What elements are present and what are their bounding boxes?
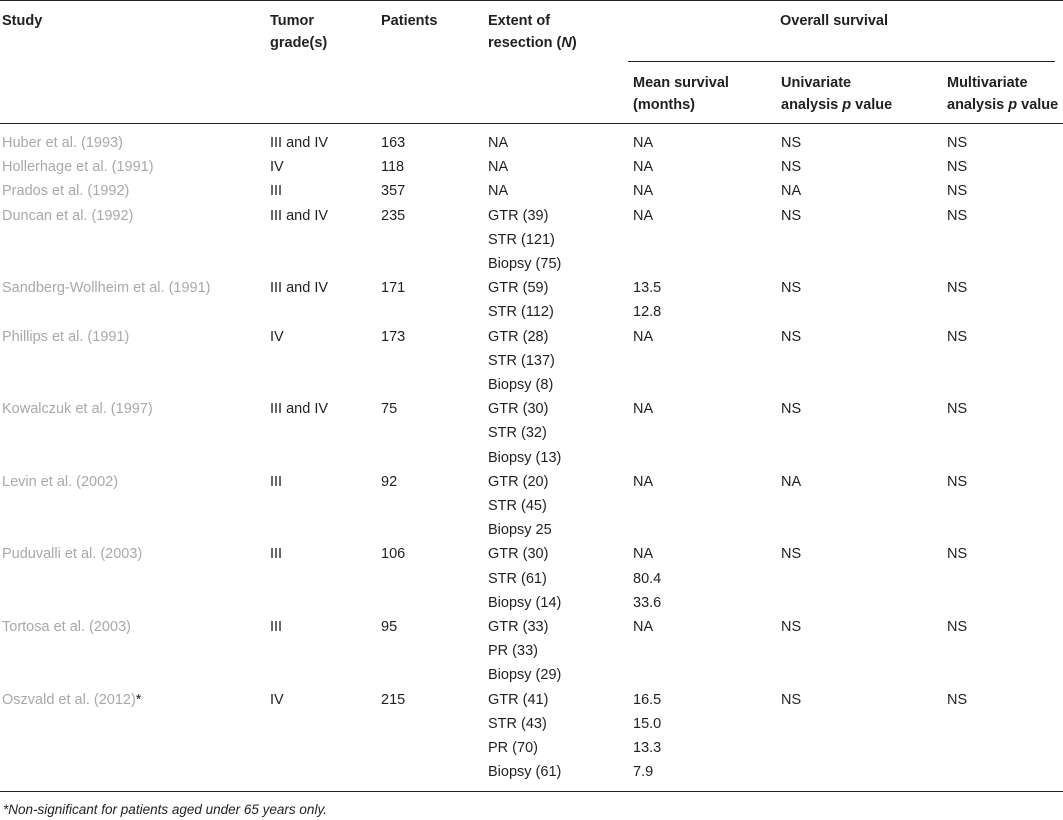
mean-survival-cell <box>633 179 653 203</box>
table-row <box>0 179 1063 203</box>
table-row <box>0 470 1063 543</box>
mean-survival-cell-line: NA <box>633 618 654 635</box>
study-cell <box>2 276 210 300</box>
multivariate-cell: NS <box>947 183 968 200</box>
extent-cell <box>488 325 555 398</box>
header-tumor-grade: Tumor grade(s) <box>270 13 328 51</box>
mean-survival-cell-line: 12.8 <box>633 304 662 321</box>
study-cell <box>2 615 131 639</box>
extent-cell-line: GTR (30) <box>488 546 549 563</box>
mean-survival-cell-line: NA <box>633 546 654 563</box>
table-row <box>0 542 1063 615</box>
table-row <box>0 155 1063 179</box>
extent-cell-line: STR (43) <box>488 715 547 732</box>
extent-cell-line: STR (137) <box>488 352 555 369</box>
mean-survival-cell-line: NA <box>633 473 654 490</box>
tumor-grade-cell: III <box>270 546 283 563</box>
patients-cell: 75 <box>381 401 398 418</box>
study-name: Prados et al. (1992) <box>2 183 130 200</box>
extent-cell-line: STR (45) <box>488 497 547 514</box>
mean-survival-cell-line: NA <box>633 401 654 418</box>
tumor-grade-cell: III and IV <box>270 207 329 224</box>
tumor-grade-cell: III and IV <box>270 401 329 418</box>
study-name: Duncan et al. (1992) <box>2 207 134 224</box>
mean-survival-cell <box>633 155 653 179</box>
mean-survival-cell-line: 80.4 <box>633 570 662 587</box>
multivariate-cell: NS <box>947 546 968 563</box>
mean-survival-cell-line: 16.5 <box>633 691 662 708</box>
header-patients: Patients <box>381 13 438 29</box>
extent-cell <box>488 542 561 615</box>
table-row <box>0 688 1063 785</box>
extent-cell-line: NA <box>488 135 509 151</box>
study-cell <box>2 542 142 566</box>
mean-survival-cell-line: NA <box>633 135 654 151</box>
mean-survival-cell <box>633 131 653 155</box>
extent-cell-line: Biopsy (14) <box>488 594 562 611</box>
univariate-cell: NA <box>781 183 802 200</box>
extent-cell-line: Biopsy (13) <box>488 449 562 466</box>
extent-cell <box>488 179 508 203</box>
table-row <box>0 325 1063 398</box>
mean-survival-cell-line: 33.6 <box>633 594 662 611</box>
patients-cell: 173 <box>381 328 406 345</box>
extent-cell-line: GTR (28) <box>488 328 549 345</box>
tumor-grade-cell: III and IV <box>270 135 329 151</box>
overall-survival-rule <box>628 61 1055 62</box>
footnote-marker: * <box>135 691 142 708</box>
extent-cell-line: Biopsy (8) <box>488 376 554 393</box>
multivariate-cell: NS <box>947 280 968 297</box>
mean-survival-cell-line: NA <box>633 183 654 200</box>
univariate-cell: NS <box>781 328 802 345</box>
patients-cell: 215 <box>381 691 406 708</box>
patients-cell: 118 <box>381 159 405 176</box>
mean-survival-cell <box>633 688 661 785</box>
extent-cell-line: GTR (39) <box>488 207 549 224</box>
study-cell <box>2 155 154 179</box>
extent-cell-line: STR (32) <box>488 425 547 442</box>
multivariate-cell: NS <box>947 401 968 418</box>
extent-cell-line: NA <box>488 159 509 176</box>
extent-cell-line: GTR (41) <box>488 691 549 708</box>
study-name: Phillips et al. (1991) <box>2 328 130 345</box>
univariate-cell: NS <box>781 401 802 418</box>
extent-cell-line: PR (33) <box>488 643 538 660</box>
study-name: Tortosa et al. (2003) <box>2 618 131 635</box>
study-cell <box>2 397 153 421</box>
patients-cell: 95 <box>381 618 398 635</box>
extent-cell-line: STR (121) <box>488 231 555 248</box>
study-cell <box>2 204 133 228</box>
study-name: Sandberg-Wollheim et al. (1991) <box>2 280 211 297</box>
extent-cell-line: STR (112) <box>488 304 554 321</box>
tumor-grade-cell: IV <box>270 328 284 345</box>
extent-cell <box>488 688 561 785</box>
extent-cell-line: NA <box>488 183 509 200</box>
multivariate-cell: NS <box>947 159 968 176</box>
extent-cell-line: GTR (30) <box>488 401 549 418</box>
study-name: Kowalczuk et al. (1997) <box>2 401 153 418</box>
header-multivariate: Multivariate analysis p value <box>947 75 1059 113</box>
mean-survival-cell-line: NA <box>633 159 654 176</box>
extent-cell <box>488 397 561 470</box>
mean-survival-cell-line: 15.0 <box>633 715 662 732</box>
extent-cell <box>488 131 508 155</box>
extent-cell <box>488 615 561 688</box>
header-mean-survival: Mean survival (months) <box>633 75 729 113</box>
extent-cell-line: PR (70) <box>488 739 538 756</box>
table-row <box>0 615 1063 688</box>
patients-cell: 235 <box>381 207 406 224</box>
extent-cell <box>488 204 561 277</box>
mean-survival-cell-line: 13.3 <box>633 739 662 756</box>
tumor-grade-cell: IV <box>270 159 284 176</box>
header-univariate: Univariate analysis p value <box>781 75 893 113</box>
mean-survival-cell <box>633 615 653 639</box>
extent-cell-line: GTR (20) <box>488 473 549 490</box>
study-cell <box>2 131 123 155</box>
univariate-cell: NS <box>781 135 802 151</box>
table-row <box>0 204 1063 277</box>
mean-survival-cell <box>633 204 653 228</box>
extent-cell <box>488 155 508 179</box>
tumor-grade-cell: III <box>270 473 283 490</box>
table-row <box>0 131 1063 155</box>
mean-survival-cell-line: 7.9 <box>633 764 654 781</box>
mean-survival-cell <box>633 542 661 615</box>
multivariate-cell: NS <box>947 207 968 224</box>
table-footnote: *Non-significant for patients aged under 65 years only. <box>3 802 327 817</box>
patients-cell: 357 <box>381 183 406 200</box>
study-name: Huber et al. (1993) <box>2 135 123 151</box>
mean-survival-cell-line: NA <box>633 328 654 345</box>
extent-cell-line: Biopsy (29) <box>488 667 562 684</box>
patients-cell: 163 <box>381 135 406 151</box>
multivariate-cell: NS <box>947 135 968 151</box>
univariate-cell: NS <box>781 159 802 176</box>
extent-cell-line: Biopsy (61) <box>488 764 562 781</box>
extent-cell-line: Biopsy 25 <box>488 522 552 539</box>
study-name: Oszvald et al. (2012) <box>2 691 136 708</box>
extent-cell <box>488 276 554 324</box>
univariate-cell: NS <box>781 691 802 708</box>
extent-cell-line: GTR (59) <box>488 280 549 297</box>
table-bottom-rule <box>0 791 1063 792</box>
patients-cell: 171 <box>381 280 406 297</box>
patients-cell: 106 <box>381 546 406 563</box>
univariate-cell: NS <box>781 207 802 224</box>
univariate-cell: NS <box>781 280 802 297</box>
extent-cell-line: GTR (33) <box>488 618 549 635</box>
multivariate-cell: NS <box>947 691 968 708</box>
tumor-grade-cell: III <box>270 183 283 200</box>
extent-cell <box>488 470 552 543</box>
table-top-rule <box>0 0 1063 1</box>
multivariate-cell: NS <box>947 328 968 345</box>
mean-survival-cell-line: 13.5 <box>633 280 662 297</box>
header-overall-survival: Overall survival <box>780 13 889 29</box>
univariate-cell: NS <box>781 546 802 563</box>
tumor-grade-cell: III and IV <box>270 280 329 297</box>
header-study: Study <box>2 13 43 29</box>
univariate-cell: NS <box>781 618 802 635</box>
header-extent-of-resection: Extent of resection (N) <box>488 13 577 51</box>
univariate-cell: NA <box>781 473 802 490</box>
tumor-grade-cell: III <box>270 618 283 635</box>
study-cell <box>2 325 129 349</box>
mean-survival-cell <box>633 276 661 324</box>
tumor-grade-cell: IV <box>270 691 284 708</box>
study-name: Hollerhage et al. (1991) <box>2 159 154 176</box>
header-bottom-rule <box>0 123 1063 124</box>
study-cell <box>2 688 141 712</box>
multivariate-cell: NS <box>947 618 968 635</box>
study-name: Puduvalli et al. (2003) <box>2 546 143 563</box>
extent-cell-line: STR (61) <box>488 570 547 587</box>
table-row <box>0 397 1063 470</box>
extent-cell-line: Biopsy (75) <box>488 255 562 272</box>
study-cell <box>2 470 118 494</box>
table-body <box>0 131 1063 784</box>
multivariate-cell: NS <box>947 473 968 490</box>
study-name: Levin et al. (2002) <box>2 473 119 490</box>
table-row <box>0 276 1063 324</box>
mean-survival-cell <box>633 325 653 349</box>
mean-survival-cell-line: NA <box>633 207 654 224</box>
mean-survival-cell <box>633 397 653 421</box>
study-cell <box>2 179 129 203</box>
mean-survival-cell <box>633 470 653 494</box>
patients-cell: 92 <box>381 473 398 490</box>
